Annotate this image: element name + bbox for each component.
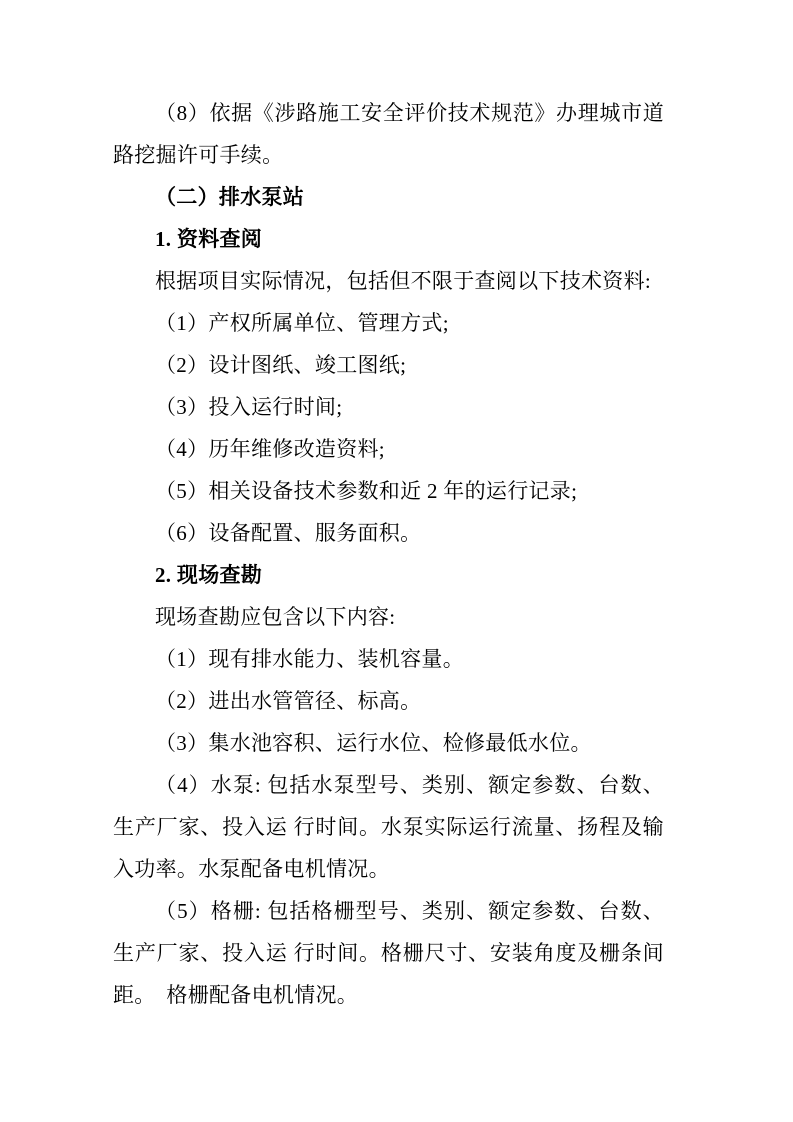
list-item-4-maintenance-records: （4）历年维修改造资料; (155, 437, 385, 461)
subsection-heading-document-review: 1. 资料查阅 (155, 227, 263, 251)
list-item-2-pipe-diameter-elevation: （2）进出水管管径、标高。 (155, 689, 422, 713)
list-item-3-sump-volume-water-levels: （3）集水池容积、运行水位、检修最低水位。 (155, 731, 592, 755)
document-content (113, 92, 664, 1016)
list-item-1-ownership-management: （1）产权所属单位、管理方式; (155, 311, 449, 335)
paragraph-item-8-road-excavation-permit: （8）依据《涉路施工安全评价技术规范》办理城市道路挖掘许可手续。 (113, 101, 664, 167)
subsection-heading-site-survey: 2. 现场查勘 (155, 563, 263, 587)
list-item-5-bar-screen-details: （5）格栅: 包括格栅型号、类别、额定参数、台数、生产厂家、投入运 行时间。格栅尺寸、安装角度及栅条间距。 格栅配备电机情况。 (113, 899, 664, 1007)
paragraph-intro-document-review: 根据项目实际情况，包括但不限于查阅以下技术资料: (155, 269, 652, 293)
section-heading-drainage-pump-station: （二）排水泵站 (155, 185, 305, 209)
list-item-6-equipment-configuration: （6）设备配置、服务面积。 (155, 521, 422, 545)
list-item-1-drainage-capacity: （1）现有排水能力、装机容量。 (155, 647, 464, 671)
paragraph-intro-site-survey: 现场查勘应包含以下内容: (155, 605, 396, 629)
list-item-2-design-asbuilt-drawings: （2）设计图纸、竣工图纸; (155, 353, 407, 377)
list-item-4-water-pump-details: （4）水泵: 包括水泵型号、类别、额定参数、台数、生产厂家、投入运 行时间。水泵实际运行流量、扬程及输入功率。水泵配备电机情况。 (113, 773, 664, 881)
list-item-5-equipment-parameters-records: （5）相关设备技术参数和近 2 年的运行记录; (155, 479, 578, 503)
list-item-3-operation-start-time: （3）投入运行时间; (155, 395, 343, 419)
